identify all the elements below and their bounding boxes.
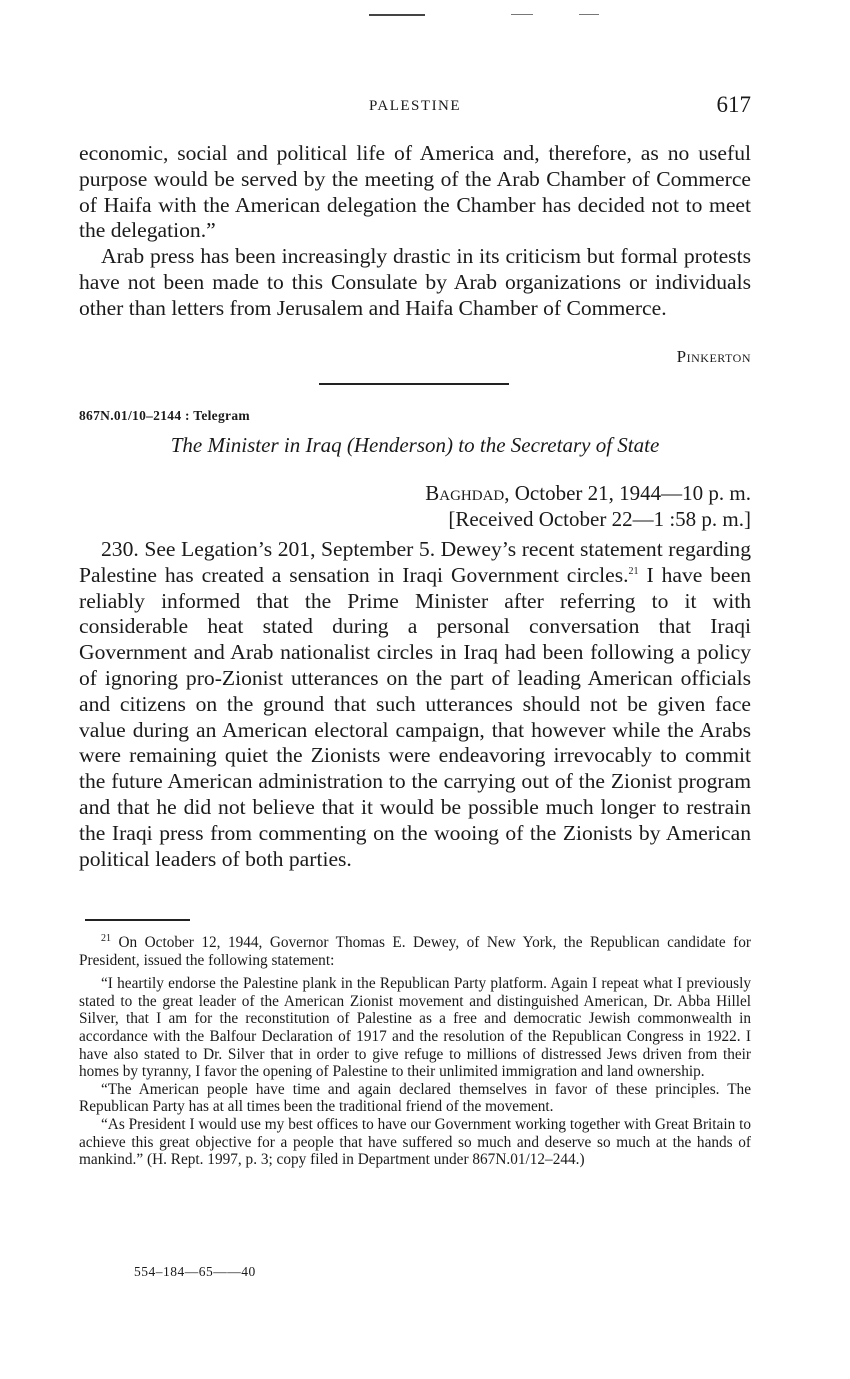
section-separator (319, 383, 509, 385)
dateline-date: October 21, 1944—10 p. m. (514, 481, 751, 505)
body-text-part-2: I have been reliably informed that the Prime Minister after referring to it with considerable heat stated during a personal conversation that Iraqi Government and Arab nationalist circles in Iraq had been following a policy of ignoring pro-Zionist utterances on the part of leading American officials and citizens on the ground that such utterances should not be given face value during an American electoral campaign, that however while the Arabs were remaining quiet the Zionists were endeavoring irrevocably to commit the future American administration to the carrying out of the Zionist program and that he did not believe that it would be possible much longer to restrain the Iraqi press from commenting on the wooing of the Zionists by American political leaders of both parties. (79, 562, 752, 871)
continued-paragraph-1: economic, social and political life of America and, therefore, as no useful purpose would be served by the meeting of the Arab Chamber of Commerce of Haifa with the American delegation the Chamber has decided not to meet the delegation.” (79, 141, 751, 243)
footnote-marker[interactable]: 21 (628, 565, 639, 577)
running-title: PALESTINE (368, 98, 462, 114)
telegram-body (79, 537, 751, 872)
file-reference: 867N.01/10–2144 : Telegram (79, 408, 250, 423)
dateline-place: Baghdad, (425, 481, 510, 505)
dateline (425, 481, 751, 506)
footnote-rule (85, 919, 190, 921)
footnote-quote-2: “The American people have time and again declared themselves in favor of these principles. The Republican Party has at all times been the traditional friend of the movement. (79, 1080, 751, 1116)
top-rule-1 (369, 14, 425, 16)
page-number: 617 (716, 92, 751, 117)
document-title: The Minister in Iraq (Henderson) to the Secretary of State (170, 433, 660, 457)
footnote (79, 934, 751, 1169)
print-code: 554–184—65——40 (134, 1264, 256, 1279)
footnote-quote-3: “As President I would use my best offices to have our Government working together with Great Britain to achieve this great objective for a people that have suffered so much and deserve so much at the hands of mankind.” (H. Rept. 1997, p. 3; copy filed in Department under 867N.01/12–244.) (79, 1115, 751, 1169)
continued-text (79, 141, 751, 322)
footnote-intro: On October 12, 1944, Governor Thomas E. Dewey, of New York, the Republican candidate for President, issued the following statement: (79, 934, 751, 969)
top-rule-3 (579, 14, 599, 15)
document-page (79, 0, 751, 1379)
top-rule-2 (511, 14, 533, 15)
body-text-part-1: 230. See Legation’s 201, September 5. Dewey’s recent statement regarding Palestine has created a sensation in Iraqi Government circles. (79, 537, 751, 587)
signature: Pinkerton (676, 347, 751, 366)
received-line: [Received October 22—1 :58 p. m.] (448, 507, 751, 531)
footnote-number: 21 (101, 932, 111, 944)
continued-paragraph-2: Arab press has been increasingly drastic in its criticism but formal protests have not been made to this Consulate by Arab organizations or individuals other than letters from Jerusalem and Haifa Chamber of Commerce. (79, 244, 751, 320)
footnote-quote-1: “I heartily endorse the Palestine plank in the Republican Party platform. Again I repeat what I previously stated to the great leader of the American Zionist movement and distinguished American, Dr. Abba Hillel Silver, that I am for the reconstitution of Palestine as a free and democratic Jewish commonwealth in accordance with the Balfour Declaration of 1917 and the resolution of the Republican Congress in 1922. I have also stated to Dr. Silver that in order to give refuge to millions of distressed Jews driven from their homes by tyranny, I favor the opening of Palestine to their unlimited immigration and land ownership. (79, 975, 751, 1081)
